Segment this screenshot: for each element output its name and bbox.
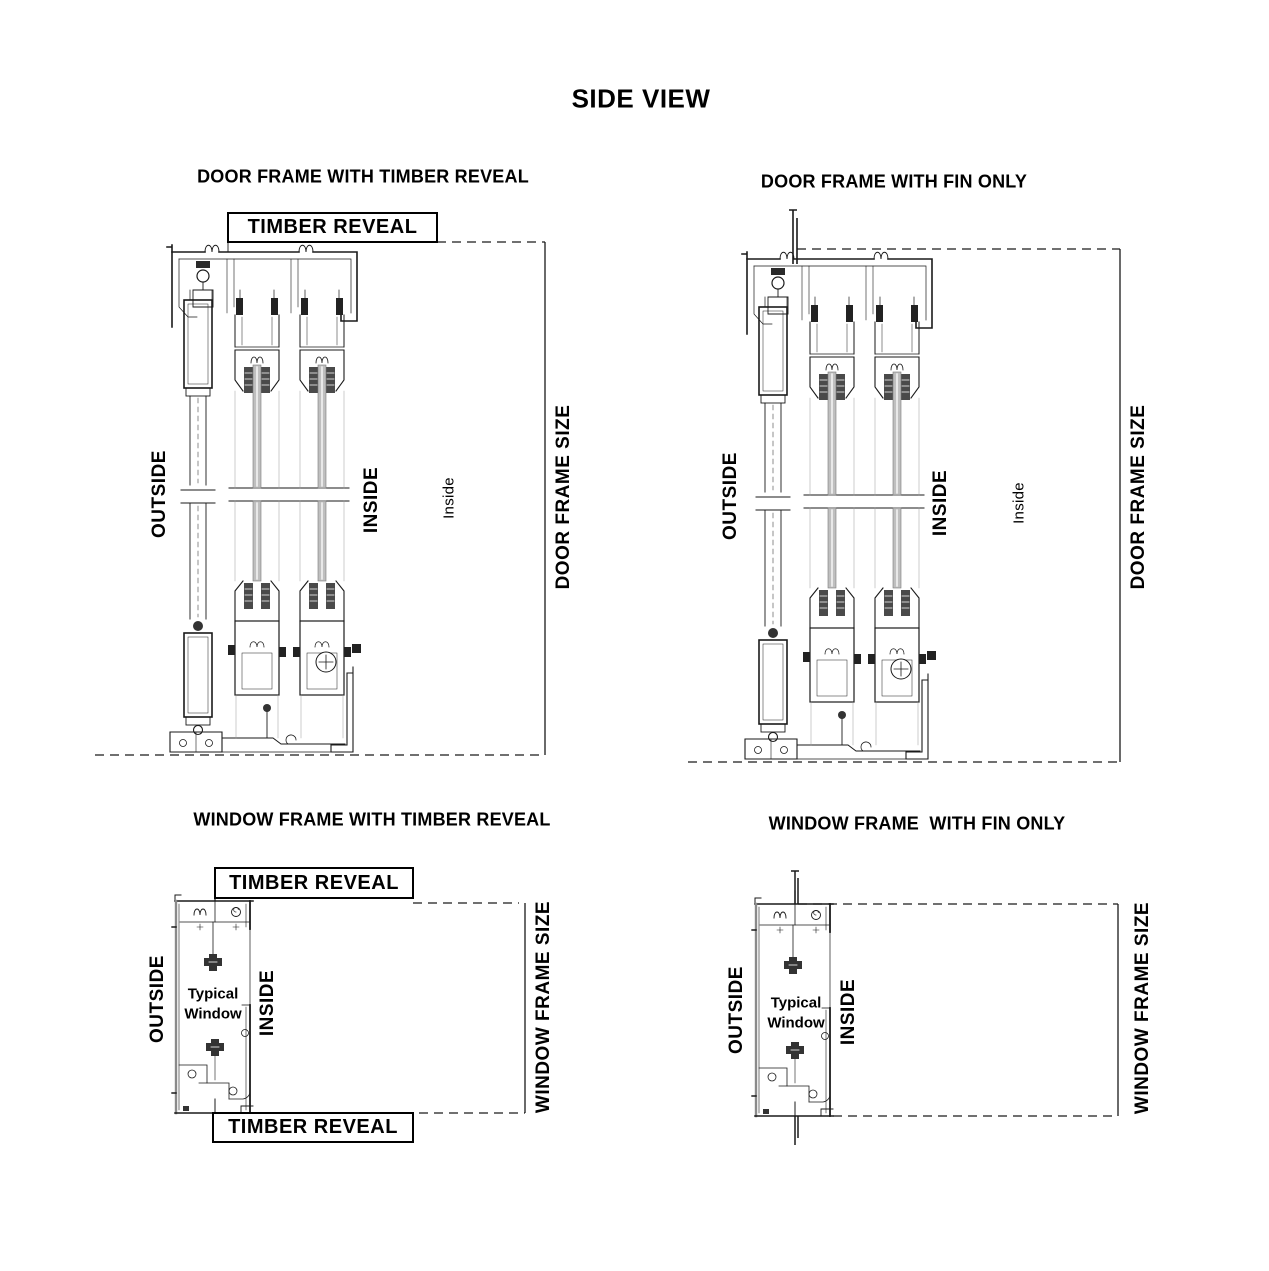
inside-note: Inside bbox=[440, 477, 458, 519]
door-reveal-panel-title: DOOR FRAME WITH TIMBER REVEAL bbox=[197, 166, 529, 187]
door-fin-panel-title: DOOR FRAME WITH FIN ONLY bbox=[760, 171, 1028, 192]
window-reveal-panel-title: WINDOW FRAME WITH TIMBER REVEAL bbox=[193, 809, 551, 830]
typical-window-note: Typical Window bbox=[767, 994, 825, 1031]
inside-label: INSIDE bbox=[838, 978, 859, 1046]
window-frame-size-label: WINDOW FRAME SIZE bbox=[1132, 901, 1153, 1115]
timber-reveal-box: TIMBER REVEAL bbox=[227, 212, 438, 243]
inside-note: Inside bbox=[1010, 482, 1028, 524]
timber-reveal-box-bottom: TIMBER REVEAL bbox=[212, 1112, 414, 1143]
inside-label: INSIDE bbox=[257, 969, 278, 1037]
door-section-drawing bbox=[167, 245, 361, 752]
window-frame-size-label: WINDOW FRAME SIZE bbox=[533, 900, 554, 1114]
door-section-drawing bbox=[742, 252, 936, 759]
inside-label: INSIDE bbox=[930, 469, 951, 537]
door-frame-size-label: DOOR FRAME SIZE bbox=[1128, 404, 1149, 590]
mounting-fin bbox=[795, 1116, 798, 1145]
outside-label: OUTSIDE bbox=[726, 966, 747, 1054]
mounting-fin bbox=[789, 210, 797, 264]
inside-label: INSIDE bbox=[361, 466, 382, 534]
mounting-fin bbox=[791, 871, 799, 904]
outside-label: OUTSIDE bbox=[149, 450, 170, 538]
door-frame-fin-drawing bbox=[688, 210, 1120, 762]
outside-label: OUTSIDE bbox=[147, 955, 168, 1043]
page-title: SIDE VIEW bbox=[571, 83, 711, 114]
outside-label: OUTSIDE bbox=[720, 452, 741, 540]
window-fin-panel-title: WINDOW FRAME WITH FIN ONLY bbox=[768, 813, 1066, 834]
door-frame-size-label: DOOR FRAME SIZE bbox=[553, 404, 574, 590]
timber-reveal-box-top: TIMBER REVEAL bbox=[214, 867, 414, 899]
typical-window-note: Typical Window bbox=[184, 985, 242, 1022]
